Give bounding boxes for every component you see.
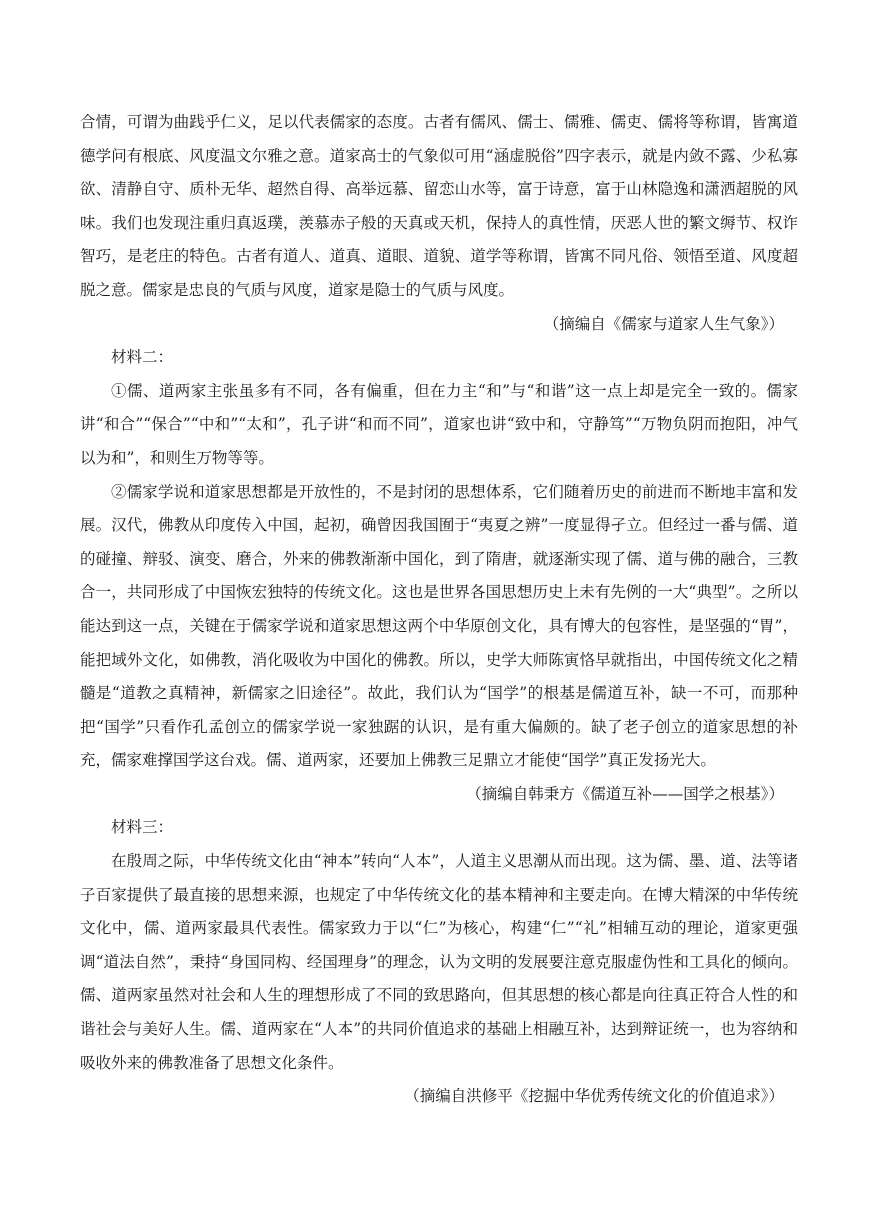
material2-label: 材料二： <box>111 348 174 367</box>
material1-tail-paragraph: 合情，可谓为曲践乎仁义，足以代表儒家的态度。古者有儒风、儒士、儒雅、儒吏、儒将等称谓，皆寓道德学问有根底、风度温文尔雅之意。道家高士的气象似可用“涵虚脱俗”四字表示，就是内敛不露、少私寡欲、清静自守、质朴无华、超然自得、高举远慕、留恋山水等，富于诗意，富于山林隐逸和潇洒超脱的风味。我们也发现注重归真返璞，羡慕赤子般的天真或天机，保持人的真性情，厌恶人世的繁文缛节、权诈智巧，是老庄的特色。古者有道人、道真、道眼、道貌、道学等称谓，皆寓不同凡俗、领悟至道、风度超脱之意。儒家是忠良的气质与风度，道家是隐士的气质与风度。 <box>80 113 798 299</box>
material3-paragraph: 在殷周之际，中华传统文化由“神本”转向“人本”，人道主义思潮从而出现。这为儒、墨、道、法等诸子百家提供了最直接的思想来源，也规定了中华传统文化的基本精神和主要走向。在博大精深的中华传统文化中，儒、道两家最具代表性。儒家致力于以“仁”为核心，构建“仁”“礼”相辅互动的理论，道家更强调“道法自然”，秉持“身国同构、经国理身”的理念，认为文明的发展要注意克服虚伪性和工具化的倾向。儒、道两家虽然对社会和人生的理想形成了不同的致思路向，但其思想的核心都是向往真正符合人性的和谐社会与美好人生。儒、道两家在“人本”的共同价值追求的基础上相融互补，达到辩证统一，也为容纳和吸收外来的佛教准备了思想文化条件。 <box>80 852 798 1072</box>
material2-paragraph2: ②儒家学说和道家思想都是开放性的，不是封闭的思想体系，它们随着历史的前进而不断地丰富和发展。汉代，佛教从印度传入中国，起初，确曾因我国囿于“夷夏之辨”一度显得孑立。但经过一番与儒、道的碰撞、辩驳、演变、磨合，外来的佛教渐渐中国化，到了隋唐，就逐渐实现了儒、道与佛的融合，三教合一，共同形成了中国恢宏独特的传统文化。这也是世界各国思想历史上未有先例的一大“典型”。之所以能达到这一点，关键在于儒家学说和道家思想这两个中华原创文化，具有博大的包容性，是坚强的“胃”，能把域外文化，如佛教，消化吸收为中国化的佛教。所以，史学大师陈寅恪早就指出，中国传统文化之精髓是“道教之真精神，新儒家之旧途径”。故此，我们认为“国学”的根基是儒道互补，缺一不可，而那种把“国学”只看作孔孟创立的儒家学说一家独踞的认识，是有重大偏颇的。缺了老子创立的道家思想的补充，儒家难撑国学这台戏。儒、道两家，还要加上佛教三足鼎立才能使“国学”真正发扬光大。 <box>80 482 798 770</box>
material2-paragraph1: ①儒、道两家主张虽多有不同，各有偏重，但在力主“和”与“和谐”这一点上却是完全一致的。儒家讲“和合”“保合”“中和”“太和”，孔子讲“和而不同”，道家也讲“致中和，守静笃”“万物负阴而抱阳，冲气以为和”，和则生万物等等。 <box>80 381 798 467</box>
material3-source: （摘编自洪修平《挖掘中华优秀传统文化的价值追求》） <box>404 1087 784 1106</box>
material2-source: （摘编自韩秉方《儒道互补——国学之根基》） <box>466 784 784 803</box>
document-page <box>80 106 798 1114</box>
material1-source: （摘编自《儒家与道家人生气象》） <box>543 314 784 333</box>
material3-label: 材料三： <box>111 818 174 837</box>
